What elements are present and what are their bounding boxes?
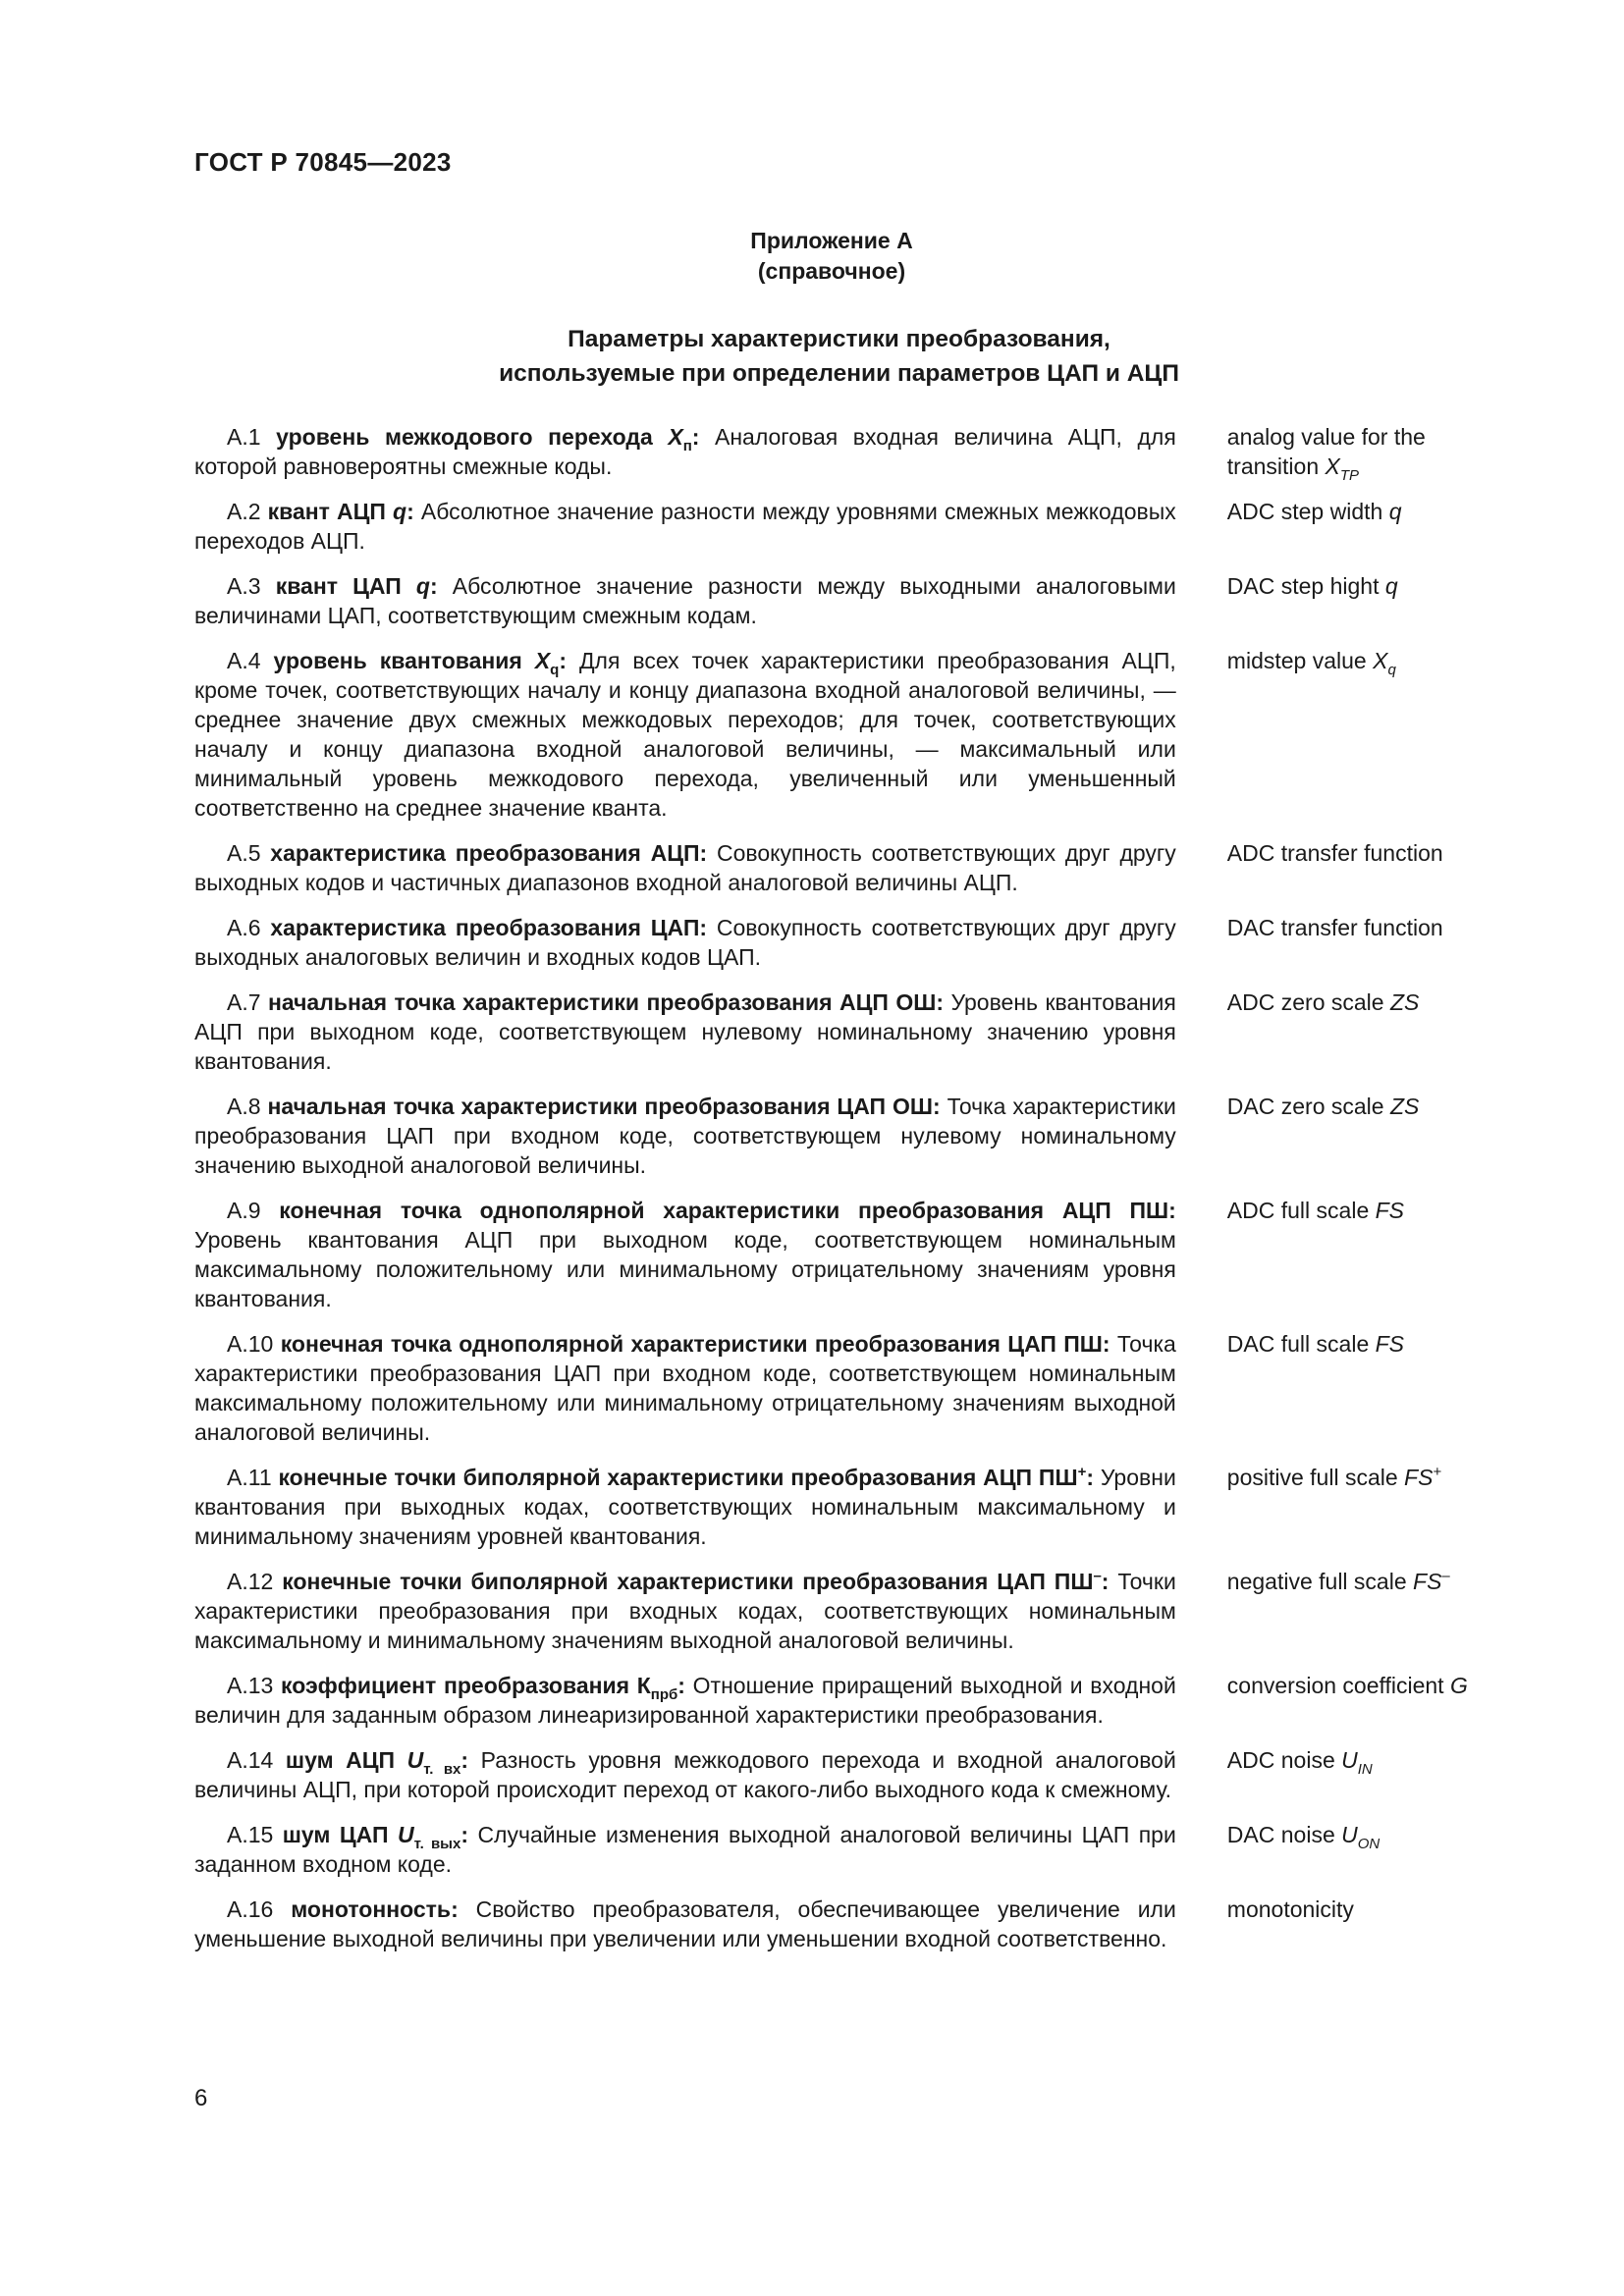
term-english-equivalent — [1226, 1745, 1510, 1778]
term-entry — [194, 422, 1510, 484]
term-definition-text: Отношение приращений выходной и входной величин для заданным образом линеаризированной характеристики преобразования. — [194, 1673, 1176, 1728]
term-definition-ru — [194, 646, 1176, 823]
term-definition-ru — [194, 422, 1176, 481]
term-name: уровень квантования X — [273, 648, 551, 673]
term-name: квант ЦАП q — [275, 573, 430, 599]
term-definition-ru — [194, 1895, 1176, 1953]
term-entry — [194, 1745, 1510, 1804]
term-entry — [194, 913, 1510, 972]
term-english-text: midstep value X — [1226, 648, 1388, 673]
term-english-text: monotonicity — [1226, 1896, 1354, 1922]
term-subscript: q — [550, 662, 560, 678]
term-number: А.10 — [227, 1331, 274, 1357]
term-english-text: ADC step width q — [1226, 499, 1402, 524]
term-english-subscript: IN — [1357, 1761, 1373, 1778]
term-superscript: – — [1093, 1568, 1102, 1584]
term-english-equivalent — [1227, 1196, 1510, 1225]
term-english-equivalent — [1227, 571, 1510, 601]
term-superscript: + — [1077, 1464, 1087, 1480]
term-name: начальная точка характеристики преобразования ЦАП ОШ: — [267, 1094, 941, 1119]
section-title — [0, 322, 1624, 391]
term-english-superscript: – — [1441, 1568, 1450, 1584]
term-entry — [194, 988, 1510, 1076]
term-definition-ru — [194, 1820, 1176, 1879]
term-definition-text: Случайные изменения выходной аналоговой величины ЦАП при заданном входном коде. — [194, 1822, 1176, 1877]
term-name: монотонность: — [291, 1896, 459, 1922]
term-entry — [194, 497, 1510, 556]
term-number: А.2 — [227, 499, 261, 524]
term-definition-text: Уровни квантования при выходных кодах, соответствующих номинальным максимальному и минимальному значениям уровней квантования. — [194, 1465, 1176, 1549]
term-definition-text: Уровень квантования АЦП при выходном коде, соответствующем нулевому номинальному значению уровня квантования. — [194, 989, 1176, 1074]
term-definition-ru — [194, 1463, 1176, 1551]
term-definition-ru — [194, 913, 1176, 972]
term-entry — [194, 1329, 1510, 1447]
term-entry — [194, 1567, 1510, 1655]
term-number: А.3 — [227, 573, 261, 599]
term-definition-ru — [194, 497, 1176, 556]
term-entry — [194, 1463, 1510, 1551]
term-name: характеристика преобразования ЦАП: — [270, 915, 708, 940]
terms-list — [194, 422, 1510, 1969]
term-subscript: п — [682, 438, 692, 454]
term-definition-text: Абсолютное значение разности между уровнями смежных межкодовых переходов АЦП. — [194, 499, 1176, 554]
term-english-equivalent — [1226, 646, 1510, 678]
term-name: конечные точки биполярной характеристики преобразования АЦП ПШ — [278, 1465, 1078, 1490]
term-english-equivalent — [1227, 1329, 1510, 1359]
term-colon: : — [677, 1673, 685, 1698]
term-colon: : — [559, 648, 568, 673]
term-english-superscript: + — [1433, 1464, 1442, 1480]
term-colon: : — [460, 1822, 469, 1847]
term-number: А.11 — [227, 1465, 272, 1490]
term-number: А.13 — [227, 1673, 274, 1698]
term-definition-ru — [194, 1745, 1176, 1804]
term-colon: : — [406, 499, 414, 524]
term-english-text: ADC transfer function — [1226, 840, 1443, 866]
term-english-subscript: q — [1387, 662, 1396, 678]
term-definition-ru — [194, 838, 1176, 897]
term-number: А.1 — [227, 424, 261, 450]
term-colon: : — [460, 1747, 469, 1773]
standard-designation: ГОСТ Р 70845—2023 — [194, 147, 452, 177]
term-name: квант АЦП q — [267, 499, 407, 524]
term-number: А.5 — [227, 840, 261, 866]
term-number: А.6 — [227, 915, 261, 940]
term-english-text: ADC full scale FS — [1226, 1198, 1405, 1223]
term-definition-text: Разность уровня межкодового перехода и входной аналоговой величины АЦП, при которой происходит переход от какого-либо выходного кода к смежному. — [194, 1747, 1176, 1802]
term-english-text: DAC noise U — [1226, 1822, 1358, 1847]
term-number: А.16 — [227, 1896, 274, 1922]
term-definition-text: Уровень квантования АЦП при выходном коде, соответствующем номинальным максимальному положительному или минимальному отрицательному значениям уровня квантования. — [194, 1227, 1176, 1311]
term-number: А.8 — [227, 1094, 261, 1119]
term-english-equivalent — [1227, 988, 1510, 1017]
term-english-equivalent — [1226, 422, 1510, 484]
section-title-line2: используемые при определении параметров ЦАП и АЦП — [499, 360, 1179, 387]
term-subscript: т. вх — [423, 1761, 461, 1778]
term-entry — [194, 1196, 1510, 1313]
term-definition-text: Совокупность соответствующих друг другу выходных аналоговых величин и входных кодов ЦАП. — [194, 915, 1176, 970]
term-english-text: negative full scale FS — [1226, 1569, 1442, 1594]
term-definition-ru — [194, 1196, 1176, 1313]
term-colon: : — [429, 573, 438, 599]
term-name: шум ЦАП U — [282, 1822, 414, 1847]
term-definition-text: Абсолютное значение разности между выходными аналоговыми величинами ЦАП, соответствующим смежным кодам. — [194, 573, 1176, 628]
term-name: коэффициент преобразования К — [281, 1673, 651, 1698]
term-entry — [194, 838, 1510, 897]
term-subscript: т. вых — [413, 1836, 461, 1852]
term-definition-text: Точка характеристики преобразования ЦАП при входном коде, соответствующем нулевому номинальному значению выходной аналоговой величины. — [194, 1094, 1176, 1178]
term-colon: : — [1086, 1465, 1095, 1490]
term-colon: : — [1101, 1569, 1110, 1594]
term-number: А.12 — [227, 1569, 274, 1594]
term-number: А.4 — [227, 648, 261, 673]
term-entry — [194, 646, 1510, 823]
term-subscript: прб — [650, 1686, 678, 1703]
term-english-subscript: TP — [1339, 467, 1360, 484]
term-definition-ru — [194, 988, 1176, 1076]
term-colon: : — [691, 424, 700, 450]
term-entry — [194, 1092, 1510, 1180]
term-entry — [194, 1820, 1510, 1879]
term-english-equivalent — [1227, 913, 1510, 942]
term-entry — [194, 571, 1510, 630]
term-name: конечная точка однополярной характеристики преобразования ЦАП ПШ: — [280, 1331, 1110, 1357]
term-english-equivalent — [1227, 1895, 1510, 1924]
term-number: А.14 — [227, 1747, 274, 1773]
annex-title: Приложение А — [750, 228, 913, 253]
term-english-text: ADC noise U — [1226, 1747, 1358, 1773]
term-definition-text: Точка характеристики преобразования ЦАП при входном коде, соответствующем номинальным максимальному положительному или минимальному отрицательному значениям выходной аналоговой величины. — [194, 1331, 1176, 1445]
term-english-text: conversion coefficient G — [1226, 1673, 1468, 1698]
page-number: 6 — [194, 2085, 208, 2111]
term-english-equivalent — [1227, 497, 1510, 526]
term-english-equivalent — [1226, 1820, 1510, 1852]
term-number: А.7 — [227, 989, 261, 1015]
term-name: начальная точка характеристики преобразования АЦП ОШ: — [267, 989, 945, 1015]
term-english-text: ADC zero scale ZS — [1226, 989, 1420, 1015]
term-definition-text: Свойство преобразователя, обеспечивающее увеличение или уменьшение выходной величины при увеличении или уменьшении входной соответственно. — [194, 1896, 1176, 1951]
section-title-line1: Параметры характеристики преобразования, — [568, 326, 1110, 352]
term-english-text: DAC transfer function — [1226, 915, 1443, 940]
term-name: шум АЦП U — [285, 1747, 424, 1773]
term-english-text: DAC zero scale ZS — [1226, 1094, 1420, 1119]
term-name: характеристика преобразования АЦП: — [270, 840, 708, 866]
term-definition-ru — [194, 1567, 1176, 1655]
term-english-equivalent — [1227, 1671, 1510, 1700]
annex-kind: (справочное) — [757, 258, 906, 284]
term-definition-text: Точки характеристики преобразования при входных кодах, соответствующих номинальным максимальному и минимальному значениям выходной аналоговой величины. — [194, 1569, 1176, 1653]
term-definition-ru — [194, 1671, 1176, 1730]
term-entry — [194, 1895, 1510, 1953]
term-english-text: analog value for the transition X — [1226, 424, 1426, 479]
term-definition-text: Для всех точек характеристики преобразования АЦП, кроме точек, соответствующих началу и концу диапазона входной аналоговой величины, — среднее значение двух смежных межкодовых переходов; для точек, соответствующих началу и концу диапазона входной аналоговой величины, — максимальный или минимальный уровень межкодового перехода, увеличенный или уменьшенный соответственно на среднее значение кванта. — [194, 648, 1176, 821]
term-name: конечные точки биполярной характеристики преобразования ЦАП ПШ — [282, 1569, 1094, 1594]
annex-heading — [0, 226, 1624, 287]
term-name: конечная точка однополярной характеристики преобразования АЦП ПШ: — [279, 1198, 1176, 1223]
term-english-equivalent — [1227, 1567, 1510, 1596]
term-definition-text: Аналоговая входная величина АЦП, для которой равновероятны смежные коды. — [194, 424, 1176, 479]
term-definition-ru — [194, 1329, 1176, 1447]
term-english-equivalent — [1227, 1463, 1510, 1492]
term-english-text: DAC step hight q — [1226, 573, 1398, 599]
term-number: А.15 — [227, 1822, 274, 1847]
term-english-text: DAC full scale FS — [1226, 1331, 1405, 1357]
term-english-text: positive full scale FS — [1226, 1465, 1434, 1490]
term-entry — [194, 1671, 1510, 1730]
term-definition-text: Совокупность соответствующих друг другу выходных кодов и частичных диапазонов входной аналоговой величины АЦП. — [194, 840, 1176, 895]
term-english-subscript: ON — [1357, 1836, 1380, 1852]
term-definition-ru — [194, 1092, 1176, 1180]
term-english-equivalent — [1227, 838, 1510, 868]
term-name: уровень межкодового перехода X — [276, 424, 683, 450]
term-definition-ru — [194, 571, 1176, 630]
term-number: А.9 — [227, 1198, 261, 1223]
term-english-equivalent — [1227, 1092, 1510, 1121]
